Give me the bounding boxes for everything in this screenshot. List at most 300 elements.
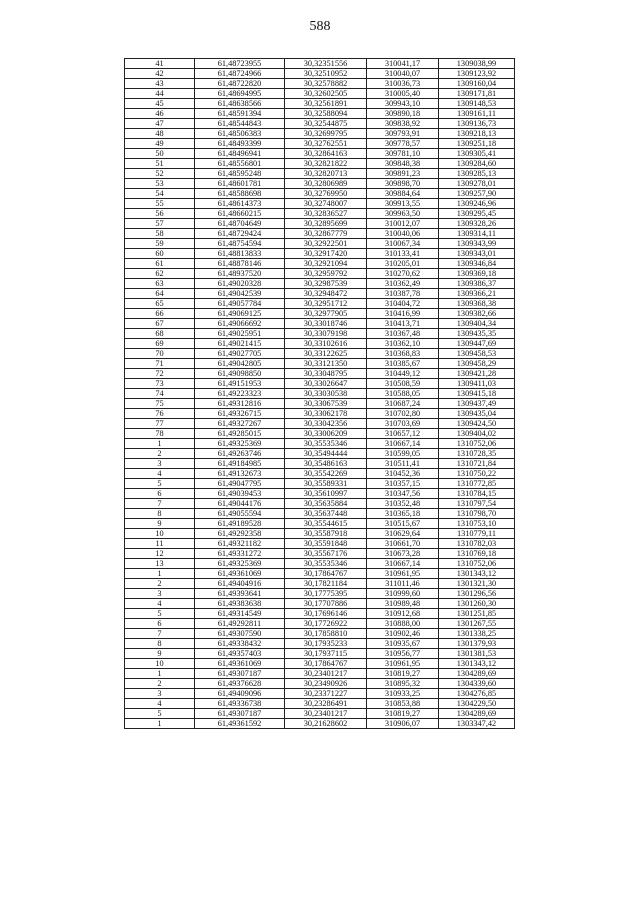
y-coordinate-cell: 1309421,28 [439,369,515,379]
longitude-cell: 30,33042356 [285,419,367,429]
x-coordinate-cell: 309778,57 [367,139,439,149]
latitude-cell: 61,49263746 [195,449,285,459]
y-coordinate-cell: 1309038,99 [439,59,515,69]
point-number-cell: 2 [125,449,195,459]
y-coordinate-cell: 1310721,84 [439,459,515,469]
point-number-cell: 47 [125,119,195,129]
x-coordinate-cell: 310387,78 [367,289,439,299]
y-coordinate-cell: 1309328,26 [439,219,515,229]
table-row [125,299,515,309]
table-row [125,169,515,179]
x-coordinate-cell: 310067,34 [367,239,439,249]
y-coordinate-cell: 1310728,35 [439,449,515,459]
longitude-cell: 30,17775395 [285,589,367,599]
point-number-cell: 77 [125,419,195,429]
x-coordinate-cell: 311011,46 [367,579,439,589]
latitude-cell: 61,49069125 [195,309,285,319]
longitude-cell: 30,33102616 [285,339,367,349]
point-number-cell: 13 [125,559,195,569]
y-coordinate-cell: 1301343,12 [439,659,515,669]
table-row [125,489,515,499]
y-coordinate-cell: 1301379,93 [439,639,515,649]
longitude-cell: 30,21628602 [285,719,367,729]
latitude-cell: 61,49021415 [195,339,285,349]
y-coordinate-cell: 1309257,90 [439,189,515,199]
latitude-cell: 61,49189528 [195,519,285,529]
table-row [125,289,515,299]
table-row [125,719,515,729]
x-coordinate-cell: 310511,41 [367,459,439,469]
table-row [125,669,515,679]
point-number-cell: 42 [125,69,195,79]
longitude-cell: 30,32836527 [285,209,367,219]
x-coordinate-cell: 310133,41 [367,249,439,259]
y-coordinate-cell: 1309366,21 [439,289,515,299]
y-coordinate-cell: 1301260,30 [439,599,515,609]
point-number-cell: 58 [125,229,195,239]
longitude-cell: 30,33030538 [285,389,367,399]
latitude-cell: 61,49361592 [195,719,285,729]
latitude-cell: 61,48722820 [195,79,285,89]
x-coordinate-cell: 310933,25 [367,689,439,699]
y-coordinate-cell: 1309123,92 [439,69,515,79]
x-coordinate-cell: 310702,80 [367,409,439,419]
x-coordinate-cell: 310657,12 [367,429,439,439]
latitude-cell: 61,49285015 [195,429,285,439]
x-coordinate-cell: 309913,55 [367,199,439,209]
y-coordinate-cell: 1304289,69 [439,709,515,719]
longitude-cell: 30,32951712 [285,299,367,309]
point-number-cell: 70 [125,349,195,359]
latitude-cell: 61,48754594 [195,239,285,249]
longitude-cell: 30,17821184 [285,579,367,589]
latitude-cell: 61,48704649 [195,219,285,229]
table-row [125,619,515,629]
table-row [125,119,515,129]
table-row [125,379,515,389]
table-row [125,389,515,399]
table-row [125,99,515,109]
coordinates-table [124,58,515,729]
latitude-cell: 61,49151953 [195,379,285,389]
table-row [125,419,515,429]
table-row [125,329,515,339]
longitude-cell: 30,17858810 [285,629,367,639]
point-number-cell: 6 [125,489,195,499]
x-coordinate-cell: 310362,49 [367,279,439,289]
y-coordinate-cell: 1309171,81 [439,89,515,99]
longitude-cell: 30,35544615 [285,519,367,529]
y-coordinate-cell: 1309314,11 [439,229,515,239]
longitude-cell: 30,23286491 [285,699,367,709]
y-coordinate-cell: 1309161,11 [439,109,515,119]
table-row [125,609,515,619]
latitude-cell: 61,49404916 [195,579,285,589]
table-row [125,459,515,469]
longitude-cell: 30,32867779 [285,229,367,239]
longitude-cell: 30,17864767 [285,569,367,579]
longitude-cell: 30,32959792 [285,269,367,279]
latitude-cell: 61,49025951 [195,329,285,339]
y-coordinate-cell: 1309386,37 [439,279,515,289]
longitude-cell: 30,35610997 [285,489,367,499]
latitude-cell: 61,49132673 [195,469,285,479]
y-coordinate-cell: 1301251,85 [439,609,515,619]
x-coordinate-cell: 310362,10 [367,339,439,349]
y-coordinate-cell: 1310752,06 [439,439,515,449]
x-coordinate-cell: 310667,14 [367,559,439,569]
table-row [125,309,515,319]
y-coordinate-cell: 1304276,85 [439,689,515,699]
x-coordinate-cell: 310413,71 [367,319,439,329]
point-number-cell: 72 [125,369,195,379]
table-row [125,279,515,289]
y-coordinate-cell: 1310750,22 [439,469,515,479]
table-row [125,539,515,549]
longitude-cell: 30,35635884 [285,499,367,509]
table-row [125,549,515,559]
x-coordinate-cell: 310449,12 [367,369,439,379]
latitude-cell: 61,49321182 [195,539,285,549]
latitude-cell: 61,48729424 [195,229,285,239]
table-row [125,529,515,539]
point-number-cell: 49 [125,139,195,149]
latitude-cell: 61,49292358 [195,529,285,539]
point-number-cell: 71 [125,359,195,369]
point-number-cell: 1 [125,569,195,579]
latitude-cell: 61,49292811 [195,619,285,629]
latitude-cell: 61,48813833 [195,249,285,259]
latitude-cell: 61,49325369 [195,559,285,569]
latitude-cell: 61,48614373 [195,199,285,209]
y-coordinate-cell: 1310753,10 [439,519,515,529]
longitude-cell: 30,32922501 [285,239,367,249]
longitude-cell: 30,32977905 [285,309,367,319]
y-coordinate-cell: 1301381,53 [439,649,515,659]
point-number-cell: 78 [125,429,195,439]
longitude-cell: 30,32769950 [285,189,367,199]
latitude-cell: 61,48493399 [195,139,285,149]
latitude-cell: 61,48723955 [195,59,285,69]
latitude-cell: 61,48660215 [195,209,285,219]
latitude-cell: 61,49055594 [195,509,285,519]
latitude-cell: 61,49057784 [195,299,285,309]
point-number-cell: 75 [125,399,195,409]
y-coordinate-cell: 1310782,03 [439,539,515,549]
longitude-cell: 30,32821822 [285,159,367,169]
longitude-cell: 30,32762551 [285,139,367,149]
table-row [125,479,515,489]
x-coordinate-cell: 309891,23 [367,169,439,179]
point-number-cell: 66 [125,309,195,319]
point-number-cell: 73 [125,379,195,389]
longitude-cell: 30,33079198 [285,329,367,339]
point-number-cell: 52 [125,169,195,179]
table-row [125,59,515,69]
x-coordinate-cell: 310404,72 [367,299,439,309]
point-number-cell: 2 [125,579,195,589]
point-number-cell: 10 [125,659,195,669]
latitude-cell: 61,49361069 [195,569,285,579]
x-coordinate-cell: 310041,17 [367,59,439,69]
longitude-cell: 30,32917420 [285,249,367,259]
y-coordinate-cell: 1303347,42 [439,719,515,729]
table-row [125,349,515,359]
point-number-cell: 44 [125,89,195,99]
y-coordinate-cell: 1309305,41 [439,149,515,159]
y-coordinate-cell: 1309251,18 [439,139,515,149]
point-number-cell: 9 [125,519,195,529]
longitude-cell: 30,32895699 [285,219,367,229]
coordinates-table-body [125,59,515,729]
latitude-cell: 61,49383638 [195,599,285,609]
table-row [125,159,515,169]
latitude-cell: 61,49376628 [195,679,285,689]
latitude-cell: 61,49393641 [195,589,285,599]
x-coordinate-cell: 310368,83 [367,349,439,359]
longitude-cell: 30,32588094 [285,109,367,119]
longitude-cell: 30,35567176 [285,549,367,559]
y-coordinate-cell: 1310779,11 [439,529,515,539]
table-row [125,699,515,709]
y-coordinate-cell: 1310784,15 [439,489,515,499]
latitude-cell: 61,49047795 [195,479,285,489]
table-row [125,359,515,369]
point-number-cell: 9 [125,649,195,659]
latitude-cell: 61,49357403 [195,649,285,659]
table-row [125,639,515,649]
latitude-cell: 61,49066692 [195,319,285,329]
table-row [125,579,515,589]
table-row [125,129,515,139]
y-coordinate-cell: 1310752,06 [439,559,515,569]
y-coordinate-cell: 1301321,30 [439,579,515,589]
y-coordinate-cell: 1309369,18 [439,269,515,279]
y-coordinate-cell: 1309136,73 [439,119,515,129]
longitude-cell: 30,33026647 [285,379,367,389]
y-coordinate-cell: 1309343,99 [439,239,515,249]
latitude-cell: 61,49327267 [195,419,285,429]
longitude-cell: 30,17864767 [285,659,367,669]
table-row [125,429,515,439]
y-coordinate-cell: 1310772,85 [439,479,515,489]
table-row [125,399,515,409]
longitude-cell: 30,33018746 [285,319,367,329]
table-row [125,689,515,699]
x-coordinate-cell: 310040,06 [367,229,439,239]
table-row [125,239,515,249]
table-row [125,499,515,509]
point-number-cell: 74 [125,389,195,399]
latitude-cell: 61,49331272 [195,549,285,559]
latitude-cell: 61,49325369 [195,439,285,449]
latitude-cell: 61,48937520 [195,269,285,279]
point-number-cell: 45 [125,99,195,109]
point-number-cell: 2 [125,679,195,689]
point-number-cell: 48 [125,129,195,139]
latitude-cell: 61,48544843 [195,119,285,129]
y-coordinate-cell: 1309404,34 [439,319,515,329]
latitude-cell: 61,48595248 [195,169,285,179]
latitude-cell: 61,49326715 [195,409,285,419]
x-coordinate-cell: 310416,99 [367,309,439,319]
table-row [125,509,515,519]
longitude-cell: 30,33067539 [285,399,367,409]
longitude-cell: 30,32864163 [285,149,367,159]
y-coordinate-cell: 1309435,35 [439,329,515,339]
y-coordinate-cell: 1301343,12 [439,569,515,579]
point-number-cell: 69 [125,339,195,349]
latitude-cell: 61,49307590 [195,629,285,639]
x-coordinate-cell: 310508,59 [367,379,439,389]
x-coordinate-cell: 310352,48 [367,499,439,509]
table-row [125,369,515,379]
point-number-cell: 7 [125,499,195,509]
y-coordinate-cell: 1309415,18 [439,389,515,399]
x-coordinate-cell: 310902,46 [367,629,439,639]
table-row [125,589,515,599]
table-row [125,249,515,259]
latitude-cell: 61,48506383 [195,129,285,139]
point-number-cell: 3 [125,459,195,469]
latitude-cell: 61,48496941 [195,149,285,159]
y-coordinate-cell: 1309295,45 [439,209,515,219]
point-number-cell: 1 [125,439,195,449]
point-number-cell: 5 [125,709,195,719]
x-coordinate-cell: 310819,27 [367,709,439,719]
point-number-cell: 11 [125,539,195,549]
point-number-cell: 51 [125,159,195,169]
x-coordinate-cell: 310667,14 [367,439,439,449]
x-coordinate-cell: 310357,15 [367,479,439,489]
point-number-cell: 56 [125,209,195,219]
longitude-cell: 30,32820713 [285,169,367,179]
y-coordinate-cell: 1309343,01 [439,249,515,259]
longitude-cell: 30,33048795 [285,369,367,379]
point-number-cell: 4 [125,699,195,709]
point-number-cell: 41 [125,59,195,69]
point-number-cell: 63 [125,279,195,289]
y-coordinate-cell: 1309368,38 [439,299,515,309]
longitude-cell: 30,32351556 [285,59,367,69]
y-coordinate-cell: 1309278,01 [439,179,515,189]
point-number-cell: 8 [125,639,195,649]
latitude-cell: 61,49223323 [195,389,285,399]
latitude-cell: 61,49307187 [195,669,285,679]
longitude-cell: 30,23371227 [285,689,367,699]
table-row [125,659,515,669]
latitude-cell: 61,49020328 [195,279,285,289]
y-coordinate-cell: 1309435,04 [439,409,515,419]
longitude-cell: 30,17707886 [285,599,367,609]
y-coordinate-cell: 1309160,04 [439,79,515,89]
longitude-cell: 30,32578882 [285,79,367,89]
y-coordinate-cell: 1309458,53 [439,349,515,359]
latitude-cell: 61,48724966 [195,69,285,79]
x-coordinate-cell: 310385,67 [367,359,439,369]
latitude-cell: 61,49042805 [195,359,285,369]
longitude-cell: 30,33122625 [285,349,367,359]
y-coordinate-cell: 1304229,50 [439,699,515,709]
table-row [125,439,515,449]
page-number: 588 [309,19,331,34]
y-coordinate-cell: 1304339,60 [439,679,515,689]
point-number-cell: 4 [125,469,195,479]
longitude-cell: 30,35535346 [285,559,367,569]
latitude-cell: 61,49039453 [195,489,285,499]
y-coordinate-cell: 1309404,02 [439,429,515,439]
y-coordinate-cell: 1309424,50 [439,419,515,429]
point-number-cell: 3 [125,689,195,699]
table-row [125,649,515,659]
table-row [125,569,515,579]
longitude-cell: 30,35494444 [285,449,367,459]
y-coordinate-cell: 1310797,54 [439,499,515,509]
latitude-cell: 61,49361069 [195,659,285,669]
longitude-cell: 30,33062178 [285,409,367,419]
x-coordinate-cell: 310819,27 [367,669,439,679]
x-coordinate-cell: 310895,32 [367,679,439,689]
x-coordinate-cell: 310703,69 [367,419,439,429]
table-row [125,469,515,479]
x-coordinate-cell: 310956,77 [367,649,439,659]
y-coordinate-cell: 1301338,25 [439,629,515,639]
x-coordinate-cell: 310347,56 [367,489,439,499]
table-row [125,559,515,569]
x-coordinate-cell: 310989,48 [367,599,439,609]
table-row [125,89,515,99]
point-number-cell: 43 [125,79,195,89]
x-coordinate-cell: 310853,88 [367,699,439,709]
point-number-cell: 7 [125,629,195,639]
longitude-cell: 30,35535346 [285,439,367,449]
longitude-cell: 30,17726922 [285,619,367,629]
table-row [125,339,515,349]
longitude-cell: 30,23401217 [285,709,367,719]
longitude-cell: 30,35542269 [285,469,367,479]
point-number-cell: 1 [125,669,195,679]
point-number-cell: 5 [125,479,195,489]
y-coordinate-cell: 1309382,66 [439,309,515,319]
y-coordinate-cell: 1309284,60 [439,159,515,169]
point-number-cell: 1 [125,719,195,729]
table-row [125,449,515,459]
point-number-cell: 12 [125,549,195,559]
latitude-cell: 61,48588698 [195,189,285,199]
x-coordinate-cell: 309793,91 [367,129,439,139]
latitude-cell: 61,48694995 [195,89,285,99]
longitude-cell: 30,32602505 [285,89,367,99]
x-coordinate-cell: 309838,92 [367,119,439,129]
x-coordinate-cell: 309963,50 [367,209,439,219]
point-number-cell: 53 [125,179,195,189]
point-number-cell: 6 [125,619,195,629]
longitude-cell: 30,32987539 [285,279,367,289]
latitude-cell: 61,49338432 [195,639,285,649]
longitude-cell: 30,35486163 [285,459,367,469]
latitude-cell: 61,49042539 [195,289,285,299]
longitude-cell: 30,23401217 [285,669,367,679]
point-number-cell: 8 [125,509,195,519]
x-coordinate-cell: 310888,00 [367,619,439,629]
longitude-cell: 30,32544875 [285,119,367,129]
longitude-cell: 30,17935233 [285,639,367,649]
latitude-cell: 61,48878146 [195,259,285,269]
x-coordinate-cell: 310912,68 [367,609,439,619]
x-coordinate-cell: 310452,36 [367,469,439,479]
longitude-cell: 30,32806989 [285,179,367,189]
y-coordinate-cell: 1309218,13 [439,129,515,139]
